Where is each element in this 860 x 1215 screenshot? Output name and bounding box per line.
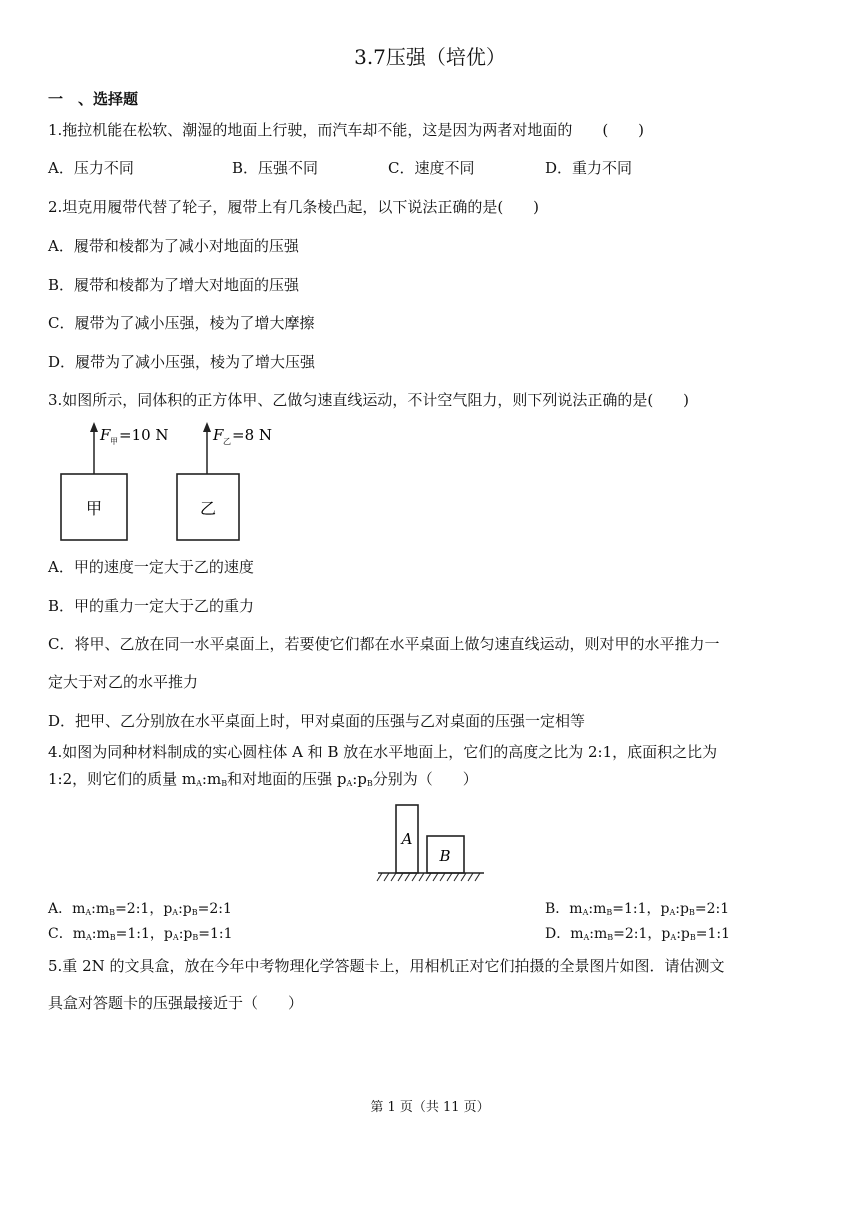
q1-option-d: D．重力不同 [545, 159, 633, 177]
q3-option-a: A．甲的速度一定大于乙的速度 [48, 558, 254, 576]
force-yi-sub: 乙 [223, 437, 231, 446]
q3-force-figure [55, 420, 285, 550]
question-3-stem: 3.如图所示，同体积的正方体甲、乙做匀速直线运动，不计空气阻力，则下列说法正确的是( ) [48, 391, 690, 409]
q4-option-c: C．$m_A:m_B=1:1$，$p_A:p_B=1:1$ [48, 926, 233, 942]
q3-option-b: B．甲的重力一定大于乙的重力 [48, 597, 255, 615]
q4-cylinder-figure [372, 800, 490, 884]
question-5-line1: 5.重 2N 的文具盒，放在今年中考物理化学答题卡上，用相机正对它们拍摄的全景图片如图．请估测文 [48, 957, 725, 975]
ground-hatching [377, 873, 480, 881]
q1-option-c: C．速度不同 [388, 159, 475, 177]
section-heading: 一 、选择题 [48, 90, 139, 108]
page-footer: 第 1 页（共 11 页） [370, 1100, 490, 1115]
q2-option-a: A．履带和棱都为了减小对地面的压强 [48, 237, 299, 255]
q2-option-d: D．履带为了减小压强，棱为了增大压强 [48, 353, 316, 371]
q3-option-d: D．把甲、乙分别放在水平桌面上时，甲对桌面的压强与乙对桌面的压强一定相等 [48, 712, 586, 730]
q4-option-d: D．$m_A:m_B=2:1$，$p_A:p_B=1:1$ [545, 926, 731, 942]
question-4-stem-line2: 1:2，则它们的质量 $m_A:m_B$和对地面的压强 $p_A:p_B$分别为（ ） [48, 770, 478, 788]
box-jia-label: 甲 [85, 499, 103, 518]
q2-option-b: B．履带和棱都为了增大对地面的压强 [48, 276, 300, 294]
q2-option-c: C．履带为了减小压强，棱为了增大摩擦 [48, 314, 315, 332]
q4-option-b: B．$m_A:m_B=1:1$，$p_A:p_B=2:1$ [545, 901, 730, 917]
q3-option-c-line2: 定大于对乙的水平推力 [48, 673, 199, 691]
force-jia-symbol: F [100, 426, 111, 444]
force-yi-symbol: F [213, 426, 224, 444]
question-1-stem: 1.拖拉机能在松软、潮湿的地面上行驶，而汽车却不能，这是因为两者对地面的 ( ) [48, 121, 645, 139]
q4-option-a: A．$m_A:m_B=2:1$，$p_A:p_B=2:1$ [48, 901, 232, 917]
page-title: 3.7压强（培优） [354, 45, 506, 69]
question-5-line2: 具盒对答题卡的压强最接近于（ ） [48, 994, 304, 1012]
question-2-stem: 2.坦克用履带代替了轮子，履带上有几条棱凸起，以下说法正确的是( ) [48, 198, 540, 216]
box-yi-label: 乙 [199, 499, 217, 518]
q1-option-a: A．压力不同 [48, 159, 134, 177]
force-yi-value: =8 N [232, 426, 273, 444]
q1-option-b: B．压强不同 [232, 159, 319, 177]
force-jia-value: =10 N [119, 426, 169, 444]
force-jia-sub: 甲 [110, 437, 118, 446]
question-4-stem-line1: 4.如图为同种材料制成的实心圆柱体 A 和 B 放在水平地面上，它们的高度之比为 2:1，底面积之比为 [48, 743, 718, 761]
cylinder-a-label: A [401, 830, 413, 848]
q3-option-c-line1: C．将甲、乙放在同一水平桌面上，若要使它们都在水平桌面上做匀速直线运动，则对甲的水平推力一 [48, 635, 720, 653]
cylinder-b-label: B [439, 847, 451, 865]
